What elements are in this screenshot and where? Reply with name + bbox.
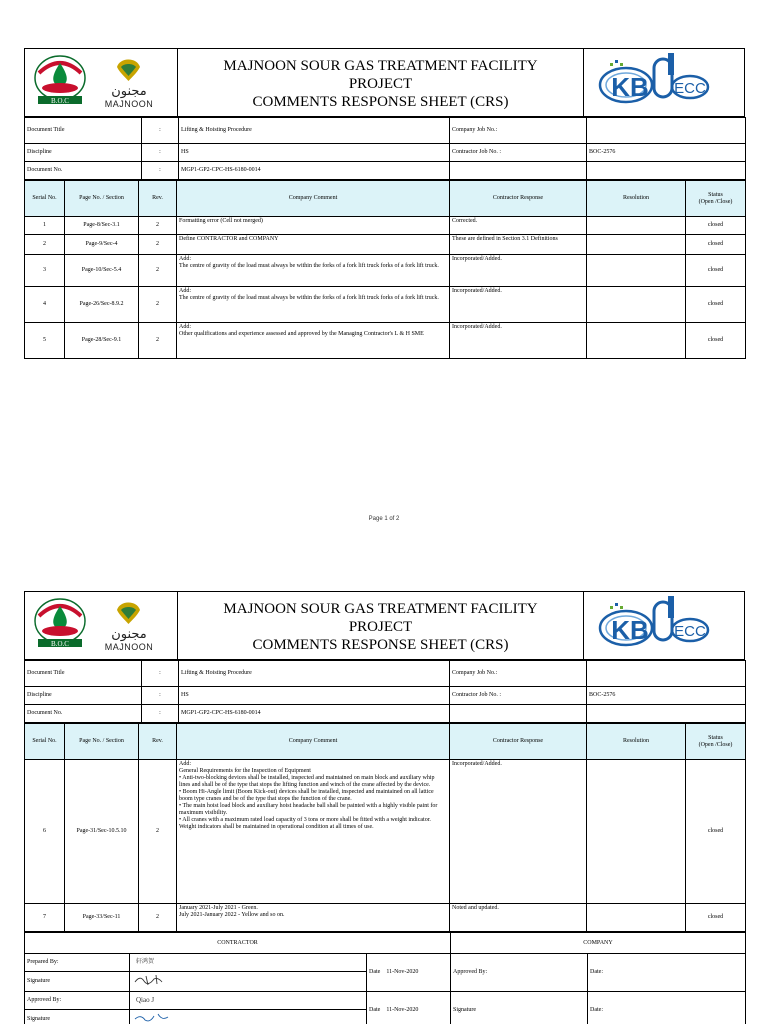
resolution-cell [587, 287, 686, 323]
comment-cell [177, 217, 450, 235]
colon: : [142, 118, 179, 144]
company-date-1: Date: [588, 954, 746, 992]
date-value: 11-Nov-2020 [386, 1007, 419, 1013]
comment-line: The centre of gravity of the load must always be within the forks of a fork lift truck forks of a fork lift truck. [179, 295, 439, 301]
rev-cell: 2 [139, 255, 177, 287]
table-row [25, 235, 746, 255]
company-approved-by: Approved By: [451, 954, 588, 992]
kbecc-logo [584, 49, 745, 116]
handwritten-signature [132, 1011, 172, 1024]
client-logos [25, 49, 178, 116]
svg-text:MAJNOON: MAJNOON [104, 642, 154, 652]
rev-cell: 2 [139, 217, 177, 235]
comment-line: General Requirements for the Inspection of Equipment [179, 768, 311, 774]
comment-line: July 2021-January 2022 - Yellow and so on. [179, 912, 285, 918]
approved-by-label: Approved By: [25, 992, 130, 1010]
prepared-by-value: 轩鸿贺 [130, 954, 367, 972]
status-cell: closed [686, 323, 746, 359]
kbecc-logo [584, 592, 745, 659]
resolution-cell [587, 904, 686, 932]
boc-text: B.O.C [51, 97, 69, 105]
doc-no-value: MGP1-GP2-CPC-HS-6180-0014 [179, 162, 450, 180]
contractor-job-label: Contractor Job No. : [450, 144, 587, 162]
rev-cell: 2 [139, 235, 177, 255]
doc-title-value: Lifting & Hoisting Procedure [179, 118, 450, 144]
contractor-logo [583, 49, 744, 116]
comments-table [24, 180, 746, 359]
discipline-label: Discipline [25, 144, 142, 162]
col-rev: Rev. [139, 181, 177, 217]
comment-line: Add: [179, 256, 191, 262]
colon: : [142, 661, 179, 687]
company-job-value [587, 118, 746, 144]
company-date-2: Date: [588, 992, 746, 1024]
col-status-line1: Status [708, 734, 723, 741]
comment-rows-page-2 [25, 760, 746, 932]
status-cell: closed [686, 760, 746, 904]
status-cell: closed [686, 287, 746, 323]
page-section-cell: Page-31/Sec-10.5.10 [65, 760, 139, 904]
svg-text:MAJNOON: MAJNOON [104, 99, 154, 109]
empty-cell [587, 705, 746, 723]
col-response: Contractor Response [450, 724, 587, 760]
date-value: 11-Nov-2020 [386, 969, 419, 975]
contractor-logo [583, 592, 744, 659]
doc-title-label: Document Title [25, 118, 142, 144]
title-line-3: COMMENTS RESPONSE SHEET (CRS) [252, 94, 509, 110]
colon: : [142, 705, 179, 723]
response-cell: Noted and updated. [450, 904, 587, 932]
table-row [25, 904, 746, 932]
colon: : [142, 144, 179, 162]
col-resolution: Resolution [587, 724, 686, 760]
comment-cell [177, 235, 450, 255]
doc-no-value: MGP1-GP2-CPC-HS-6180-0014 [179, 705, 450, 723]
col-response: Contractor Response [450, 181, 587, 217]
serial-cell: 6 [25, 760, 65, 904]
svg-text:ECC: ECC [674, 80, 706, 97]
comment-line: • All cranes with a maximum rated load capacity of 3 tons or more shall be fitted with a weight indicator. Weight indicators shall be maintained in operational condition at all times of use. [179, 817, 431, 830]
svg-text:مجنون: مجنون [111, 627, 147, 642]
col-page: Page No. / Section [65, 181, 139, 217]
comment-cell [177, 255, 450, 287]
table-row [25, 255, 746, 287]
col-rev: Rev. [139, 724, 177, 760]
rev-cell: 2 [139, 904, 177, 932]
company-heading: COMPANY [451, 933, 746, 954]
discipline-value: HS [179, 687, 450, 705]
comment-line: • The main hoist load block and auxiliary hoist headache ball shall be painted with a highly visible paint for maximum visibility. [179, 803, 438, 816]
title-line-3: COMMENTS RESPONSE SHEET (CRS) [252, 637, 509, 653]
sheet-header [24, 591, 745, 660]
page-section-cell: Page-9/Sec-4 [65, 235, 139, 255]
serial-cell: 2 [25, 235, 65, 255]
comment-line: Add: [179, 288, 191, 294]
svg-text:KB: KB [611, 72, 649, 102]
company-signature: Signature [451, 992, 588, 1024]
rev-cell: 2 [139, 287, 177, 323]
response-cell: Corrected. [450, 217, 587, 235]
col-comment: Company Comment [177, 724, 450, 760]
crs-sheet-page-1 [24, 48, 745, 359]
col-serial: Serial No. [25, 181, 65, 217]
comment-line: Add: [179, 761, 191, 767]
document-title [178, 600, 583, 654]
resolution-cell [587, 760, 686, 904]
response-cell: Incorporated/Added. [450, 255, 587, 287]
col-serial: Serial No. [25, 724, 65, 760]
signature-image [130, 1010, 367, 1024]
colon: : [142, 687, 179, 705]
col-status-line2: (Open /Close) [698, 741, 733, 748]
serial-cell: 1 [25, 217, 65, 235]
date-label: Date [369, 969, 381, 975]
comment-cell [177, 760, 450, 904]
comment-line: • Anti-two-blocking devices shall be installed, inspected and maintained on main block and auxiliary whip lines and shall be of the type that stops the lifting function and winch of the crane affected by the device. [179, 775, 435, 788]
empty-cell [587, 162, 746, 180]
serial-cell: 7 [25, 904, 65, 932]
status-cell: closed [686, 904, 746, 932]
resolution-cell [587, 217, 686, 235]
page-section-cell: Page-26/Sec-8.9.2 [65, 287, 139, 323]
handwritten-signature [132, 973, 172, 987]
comment-line: Other qualifications and experience assessed and approved by the Managing Contractor's L & H SME [179, 331, 424, 337]
company-job-label: Company Job No.: [450, 661, 587, 687]
comment-cell [177, 323, 450, 359]
resolution-cell [587, 235, 686, 255]
page-section-cell: Page-10/Sec-5.4 [65, 255, 139, 287]
col-page: Page No. / Section [65, 724, 139, 760]
comment-cell [177, 287, 450, 323]
rev-cell: 2 [139, 323, 177, 359]
discipline-label: Discipline [25, 687, 142, 705]
company-job-value [587, 661, 746, 687]
signature-image [130, 972, 367, 992]
response-cell: Incorporated/Added. [450, 287, 587, 323]
boc-majnoon-logo [25, 49, 178, 116]
doc-no-label: Document No. [25, 705, 142, 723]
serial-cell: 4 [25, 287, 65, 323]
comment-line: January 2021-July 2021 - Green. [179, 905, 258, 911]
contractor-date-1 [367, 954, 451, 992]
document-title [178, 57, 583, 111]
empty-cell [450, 162, 587, 180]
table-row [25, 217, 746, 235]
col-status-line1: Status [708, 191, 723, 198]
comments-table [24, 723, 746, 932]
svg-text:KB: KB [611, 615, 649, 645]
signoff-table [24, 932, 746, 1024]
rev-cell: 2 [139, 760, 177, 904]
table-row [25, 760, 746, 904]
status-cell: closed [686, 217, 746, 235]
serial-cell: 5 [25, 323, 65, 359]
boc-majnoon-logo [25, 592, 178, 659]
title-line-1: MAJNOON SOUR GAS TREATMENT FACILITY [223, 58, 538, 74]
colon: : [142, 162, 179, 180]
response-cell: Incorporated/Added. [450, 323, 587, 359]
col-resolution: Resolution [587, 181, 686, 217]
doc-title-label: Document Title [25, 661, 142, 687]
page-section-cell: Page-8/Sec-3.1 [65, 217, 139, 235]
contractor-date-2 [367, 992, 451, 1024]
contractor-job-value: BOC-2576 [587, 687, 746, 705]
discipline-value: HS [179, 144, 450, 162]
page-number: Page 1 of 2 [368, 516, 400, 522]
response-cell: These are defined in Section 3.1 Definitions [450, 235, 587, 255]
comment-cell [177, 904, 450, 932]
resolution-cell [587, 255, 686, 287]
signature-label: Signature [25, 972, 130, 992]
serial-cell: 3 [25, 255, 65, 287]
col-status [686, 181, 746, 217]
col-status-line2: (Open /Close) [698, 198, 733, 205]
comment-line: Formatting error (Cell not merged) [179, 218, 263, 224]
svg-text:ECC: ECC [674, 623, 706, 640]
empty-cell [450, 705, 587, 723]
sheet-header [24, 48, 745, 117]
page-section-cell: Page-28/Sec-9.1 [65, 323, 139, 359]
table-row [25, 287, 746, 323]
contractor-job-value: BOC-2576 [587, 144, 746, 162]
col-comment: Company Comment [177, 181, 450, 217]
status-cell: closed [686, 235, 746, 255]
comment-line: Add: [179, 324, 191, 330]
info-table [24, 117, 746, 180]
info-table [24, 660, 746, 723]
title-line-2: PROJECT [348, 619, 413, 635]
prepared-by-label: Prepared By: [25, 954, 130, 972]
contractor-job-label: Contractor Job No. : [450, 687, 587, 705]
response-cell: Incorporated/Added. [450, 760, 587, 904]
comment-line: • Boom Hi-Angle limit (Boom Kick-out) devices shall be installed, inspected and maintained on all lattice boom type cranes and be of the type that stops the function of the crane. [179, 789, 434, 802]
table-row [25, 323, 746, 359]
status-cell: closed [686, 255, 746, 287]
page-section-cell: Page-33/Sec-11 [65, 904, 139, 932]
client-logos [25, 592, 178, 659]
date-label: Date [369, 1007, 381, 1013]
comment-line: The centre of gravity of the load must always be within the forks of a fork lift truck forks of a fork lift truck. [179, 263, 439, 269]
svg-text:B.O.C: B.O.C [51, 640, 69, 648]
resolution-cell [587, 323, 686, 359]
doc-title-value: Lifting & Hoisting Procedure [179, 661, 450, 687]
approved-by-value: Qiao J [130, 992, 367, 1010]
signature-label: Signature [25, 1010, 130, 1024]
crs-sheet-page-2 [24, 591, 745, 1024]
company-job-label: Company Job No.: [450, 118, 587, 144]
title-line-2: PROJECT [348, 76, 413, 92]
comment-rows-page-1 [25, 217, 746, 359]
svg-text:مجنون: مجنون [111, 84, 147, 99]
doc-no-label: Document No. [25, 162, 142, 180]
title-line-1: MAJNOON SOUR GAS TREATMENT FACILITY [223, 601, 538, 617]
col-status [686, 724, 746, 760]
comment-line: Define CONTRACTOR and COMPANY [179, 236, 279, 242]
contractor-heading: CONTRACTOR [25, 933, 451, 954]
